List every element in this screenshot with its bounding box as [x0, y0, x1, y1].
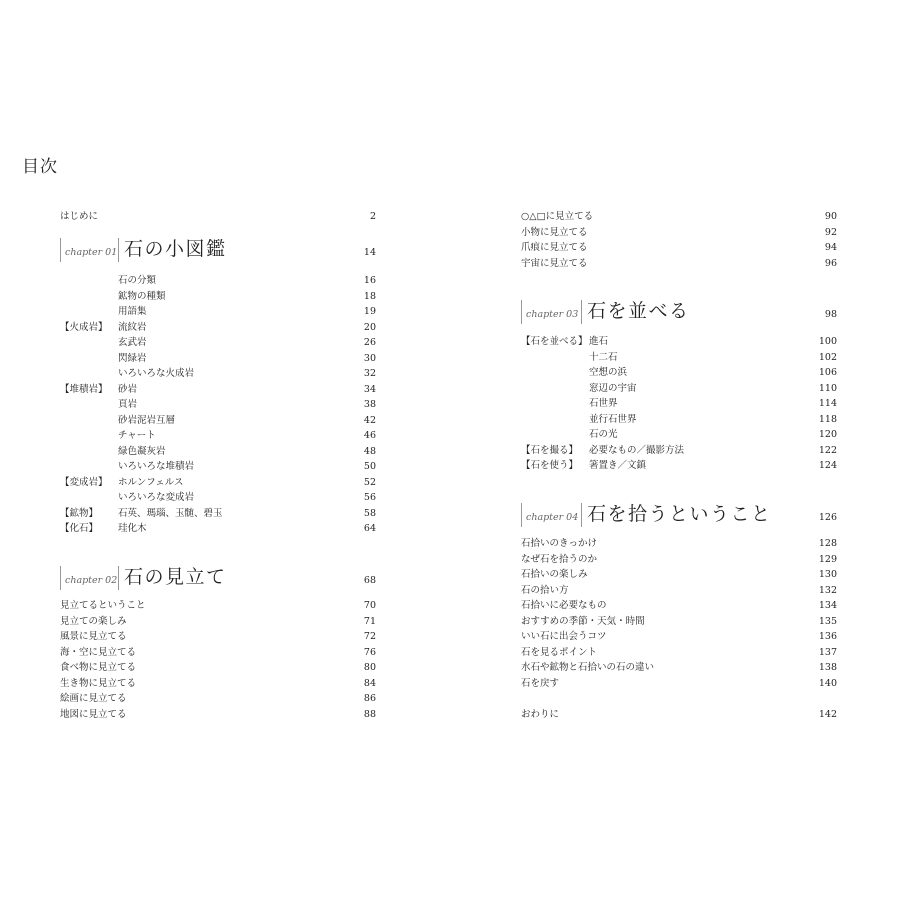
entry-title: 見立ての楽しみ — [60, 615, 127, 627]
entry-title: 緑色凝灰岩 — [118, 445, 166, 457]
entry-page-number: 129 — [818, 553, 837, 565]
entry-category-tag: 【火成岩】 — [60, 321, 108, 333]
toc-entry[interactable] — [60, 629, 376, 645]
toc-entry[interactable] — [60, 289, 376, 305]
entry-title: 石の拾い方 — [521, 584, 569, 596]
chapter-divider — [581, 503, 582, 527]
entry-title: 絵画に見立てる — [60, 693, 127, 704]
chapter-number-label: chapter 02 — [65, 575, 118, 586]
toc-entry[interactable] — [521, 583, 837, 599]
toc-entry[interactable] — [521, 629, 837, 645]
toc-entry[interactable] — [521, 676, 837, 692]
entry-title: 進石 — [589, 336, 609, 347]
entry-page-number: 18 — [363, 290, 376, 302]
entry-title: いろいろな火成岩 — [118, 368, 195, 379]
entry-page-number: 30 — [363, 352, 376, 364]
toc-entry[interactable] — [521, 350, 837, 366]
entry-page-number: 140 — [818, 677, 837, 689]
entry-title: 海・空に見立てる — [60, 646, 137, 658]
toc-entry[interactable] — [60, 645, 376, 661]
entry-page-number: 58 — [363, 507, 376, 519]
entry-page-number: 20 — [363, 321, 376, 333]
chapter-page-number: 98 — [824, 309, 837, 320]
toc-entry[interactable] — [521, 256, 837, 272]
entry-title: 見立てるということ — [60, 600, 146, 611]
entry-title: 水石や鉱物と石拾いの石の違い — [521, 662, 655, 673]
entry-page-number: 48 — [363, 445, 376, 457]
entry-page-number: 102 — [818, 351, 837, 363]
chapter-title: 石を並べる — [587, 300, 690, 322]
entry-page-number: 124 — [818, 460, 837, 471]
entry-title: 石拾いに必要なもの — [521, 600, 607, 611]
toc-entry[interactable] — [60, 691, 376, 707]
entry-title: チャート — [118, 430, 156, 441]
chapter-number-label: chapter 03 — [526, 309, 579, 320]
entry-page-number: 72 — [363, 631, 376, 642]
entry-title: 石英、瑪瑙、玉髄、碧玉 — [118, 507, 223, 519]
toc-entry[interactable] — [521, 365, 837, 381]
chapter-page-number: 126 — [818, 512, 837, 523]
chapter-divider — [118, 238, 119, 262]
entry-title: 石拾いのきっかけ — [521, 538, 598, 549]
entry-page-number: 94 — [824, 242, 837, 253]
entry-title: ○△□に見立てる — [521, 211, 594, 222]
entry-page-number: 32 — [363, 368, 376, 379]
toc-entry[interactable] — [60, 413, 376, 429]
toc-entry[interactable] — [521, 412, 837, 428]
toc-entry[interactable] — [521, 334, 837, 350]
entry-page-number: 132 — [818, 584, 837, 596]
toc-entry[interactable] — [60, 366, 376, 382]
entry-page-number: 134 — [818, 600, 837, 611]
toc-entry[interactable] — [521, 209, 837, 225]
toc-entry[interactable] — [60, 490, 376, 506]
chapter-page-number: 14 — [363, 247, 376, 258]
entry-title: 食べ物に見立てる — [60, 662, 137, 673]
entry-title: おすすめの季節・天気・時間 — [521, 615, 645, 627]
entry-page-number: 2 — [369, 211, 376, 222]
toc-entry[interactable] — [521, 240, 837, 256]
chapter-number-label: chapter 01 — [65, 247, 118, 258]
entry-title: 鉱物の種類 — [118, 290, 166, 302]
entry-page-number: 64 — [363, 523, 376, 534]
entry-category-tag: 【鉱物】 — [60, 507, 99, 519]
chapter-heading[interactable] — [521, 294, 837, 324]
entry-page-number: 130 — [818, 569, 837, 580]
chapter-number-label: chapter 04 — [526, 512, 579, 523]
toc-entry[interactable] — [521, 396, 837, 412]
toc-entry[interactable] — [60, 382, 376, 398]
toc-entry[interactable] — [521, 225, 837, 241]
toc-entry[interactable] — [60, 320, 376, 336]
toc-entry[interactable] — [521, 381, 837, 397]
entry-title: なぜ石を拾うのか — [521, 553, 598, 565]
toc-entry[interactable] — [60, 475, 376, 491]
toc-entry[interactable] — [521, 614, 837, 630]
entry-page-number: 42 — [363, 414, 376, 426]
toc-entry[interactable] — [521, 645, 837, 661]
toc-entry[interactable] — [521, 536, 837, 552]
entry-page-number: 128 — [818, 538, 837, 549]
toc-entry[interactable] — [521, 660, 837, 676]
entry-page-number: 137 — [818, 646, 837, 658]
toc-entry[interactable] — [60, 304, 376, 320]
entry-page-number: 34 — [363, 383, 376, 395]
entry-category-tag: 【石を使う】 — [521, 460, 579, 471]
chapter-heading[interactable] — [521, 497, 837, 527]
toc-entry[interactable] — [521, 427, 837, 443]
entry-category-tag: 【石を並べる】 — [521, 336, 588, 347]
entry-page-number: 106 — [818, 367, 837, 378]
toc-entry[interactable] — [521, 707, 837, 723]
entry-category-tag: 【堆積岩】 — [60, 383, 108, 395]
toc-entry[interactable] — [60, 444, 376, 460]
chapter-divider — [581, 300, 582, 324]
entry-page-number: 96 — [824, 257, 837, 269]
entry-page-number: 92 — [824, 226, 837, 238]
entry-title: いい石に出会うコツ — [521, 631, 607, 642]
entry-title: 石を見るポイント — [521, 646, 598, 658]
entry-page-number: 76 — [363, 646, 376, 658]
entry-page-number: 52 — [363, 476, 376, 488]
entry-title: 十二石 — [589, 351, 618, 363]
chapter-heading[interactable] — [60, 232, 376, 262]
toc-entry[interactable] — [60, 428, 376, 444]
entry-title: いろいろな変成岩 — [118, 492, 195, 503]
entry-page-number: 136 — [818, 631, 837, 642]
entry-title: 流紋岩 — [118, 321, 147, 333]
entry-page-number: 120 — [818, 429, 837, 440]
entry-title: 並行石世界 — [589, 413, 637, 425]
entry-title: 砂岩 — [118, 383, 138, 395]
entry-page-number: 88 — [363, 708, 376, 720]
toc-entry[interactable] — [60, 521, 376, 537]
entry-title: 空想の浜 — [589, 367, 628, 378]
chapter-title: 石の見立て — [124, 566, 227, 588]
entry-page-number: 114 — [818, 398, 837, 409]
entry-title: はじめに — [60, 211, 99, 222]
page-title: 目次 — [22, 157, 58, 177]
toc-entry[interactable] — [60, 273, 376, 289]
toc-entry[interactable] — [60, 351, 376, 367]
entry-title: 必要なもの／撮影方法 — [589, 444, 685, 456]
toc-entry[interactable] — [521, 567, 837, 583]
chapter-divider — [60, 566, 61, 590]
entry-title: 石の分類 — [118, 275, 157, 286]
chapter-divider — [118, 566, 119, 590]
toc-entry[interactable] — [521, 598, 837, 614]
entry-page-number: 86 — [363, 693, 376, 704]
entry-title: 爪痕に見立てる — [521, 242, 588, 253]
entry-title: 箸置き／文鎮 — [589, 460, 647, 471]
entry-title: いろいろな堆積岩 — [118, 461, 195, 472]
entry-page-number: 122 — [818, 444, 837, 456]
chapter-page-number: 68 — [363, 575, 376, 586]
entry-page-number: 56 — [363, 492, 376, 503]
entry-title: 地図に見立てる — [60, 708, 127, 720]
entry-page-number: 70 — [363, 600, 376, 611]
toc-entry[interactable] — [521, 458, 837, 474]
entry-title: 閃緑岩 — [118, 352, 147, 364]
entry-title: おわりに — [521, 709, 560, 720]
toc-entry[interactable] — [60, 335, 376, 351]
entry-page-number: 138 — [818, 662, 837, 673]
entry-title: 珪化木 — [118, 523, 147, 534]
chapter-divider — [521, 300, 522, 324]
chapter-divider — [521, 503, 522, 527]
chapter-heading[interactable] — [60, 560, 376, 590]
entry-page-number: 90 — [824, 211, 837, 222]
entry-page-number: 38 — [363, 399, 376, 410]
entry-page-number: 84 — [363, 677, 376, 689]
entry-page-number: 110 — [818, 382, 837, 394]
entry-page-number: 19 — [363, 306, 376, 317]
toc-entry[interactable] — [60, 209, 376, 225]
entry-title: 頁岩 — [118, 399, 138, 410]
entry-title: 砂岩泥岩互層 — [118, 414, 176, 426]
toc-entry[interactable] — [60, 397, 376, 413]
entry-title: 石の光 — [589, 429, 618, 440]
entry-page-number: 118 — [818, 413, 837, 425]
chapter-divider — [60, 238, 61, 262]
entry-page-number: 16 — [363, 275, 376, 286]
entry-page-number: 80 — [363, 662, 376, 673]
toc-entry[interactable] — [60, 707, 376, 723]
entry-title: 玄武岩 — [118, 337, 147, 348]
entry-title: 風景に見立てる — [60, 631, 127, 642]
entry-title: 宇宙に見立てる — [521, 257, 588, 269]
toc-entry[interactable] — [60, 660, 376, 676]
toc-entry[interactable] — [60, 459, 376, 475]
chapter-title: 石を拾うということ — [587, 503, 772, 525]
entry-title: 石世界 — [589, 398, 618, 409]
entry-page-number: 46 — [363, 430, 376, 441]
entry-category-tag: 【変成岩】 — [60, 476, 108, 488]
toc-entry[interactable] — [60, 506, 376, 522]
toc-entry[interactable] — [521, 443, 837, 459]
toc-entry[interactable] — [60, 598, 376, 614]
entry-page-number: 71 — [363, 615, 376, 627]
entry-title: 石拾いの楽しみ — [521, 569, 588, 580]
entry-title: 窓辺の宇宙 — [589, 382, 637, 394]
entry-page-number: 50 — [363, 461, 376, 472]
entry-title: ホルンフェルス — [118, 476, 184, 488]
chapter-title: 石の小図鑑 — [124, 238, 227, 260]
entry-title: 小物に見立てる — [521, 226, 588, 238]
entry-page-number: 26 — [363, 337, 376, 348]
entry-title: 生き物に見立てる — [60, 677, 137, 689]
toc-entry[interactable] — [521, 552, 837, 568]
entry-category-tag: 【化石】 — [60, 523, 99, 534]
toc-entry[interactable] — [60, 676, 376, 692]
entry-title: 用語集 — [118, 306, 147, 317]
entry-category-tag: 【石を撮る】 — [521, 444, 579, 456]
entry-page-number: 142 — [818, 709, 837, 720]
entry-title: 石を戻す — [521, 677, 560, 689]
entry-page-number: 100 — [818, 336, 837, 347]
entry-page-number: 135 — [818, 615, 837, 627]
toc-entry[interactable] — [60, 614, 376, 630]
